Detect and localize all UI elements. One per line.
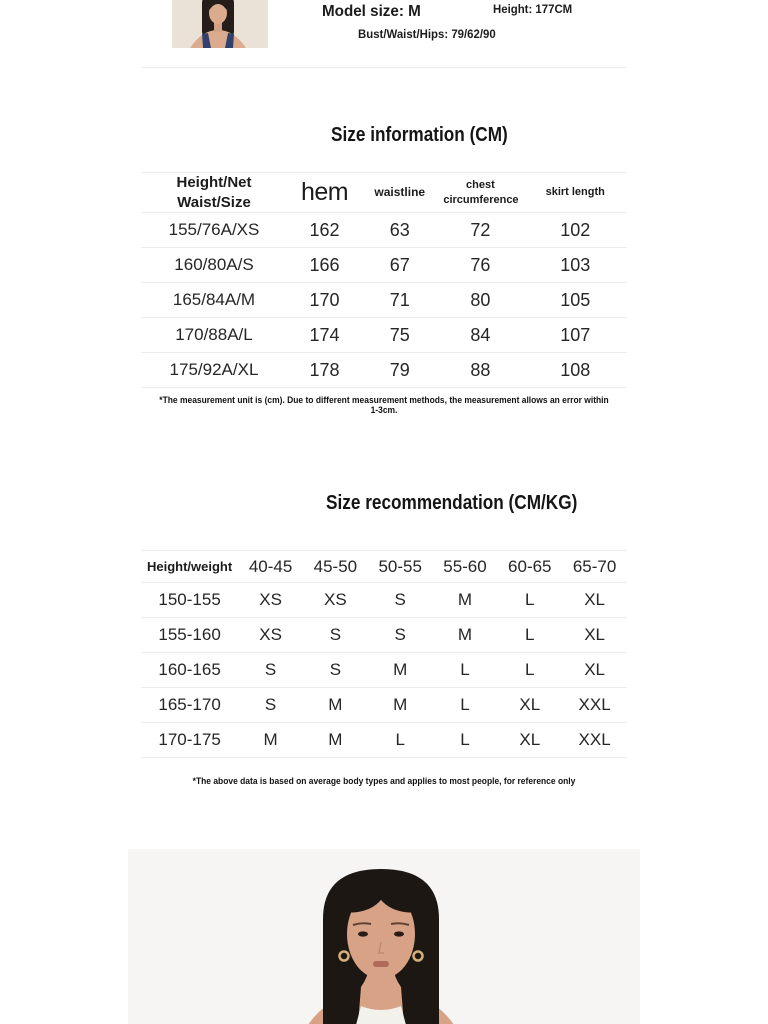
table-cell: 165/84A/M (172, 290, 256, 309)
table-cell: XL (584, 660, 605, 679)
model-thumbnail-image[interactable] (172, 0, 268, 48)
table-cell: XS (259, 590, 282, 609)
header-row (141, 173, 627, 213)
column-header: Height/Net Waist/Size (176, 174, 252, 211)
table-cell: 79 (389, 359, 410, 380)
section-divider (141, 67, 627, 68)
table-cell: S (329, 625, 342, 644)
table-row (141, 318, 627, 353)
column-header: 45-50 (313, 556, 358, 576)
table-cell: XS (259, 625, 282, 644)
table-cell: M (393, 695, 408, 714)
table-cell: 72 (470, 219, 491, 240)
table-cell: 71 (389, 289, 410, 310)
table-cell: 88 (470, 359, 491, 380)
model-photo-illustration (128, 849, 640, 1024)
table-cell: M (328, 695, 343, 714)
table-cell: XL (519, 695, 541, 714)
right-eye (394, 931, 404, 936)
size-information-title: Size information (CM) (331, 124, 508, 146)
table-cell: 155/76A/XS (168, 220, 260, 239)
table-cell: XXL (578, 695, 611, 714)
column-header: 50-55 (378, 556, 422, 576)
column-header: chest circumference (443, 179, 519, 206)
table-cell: 67 (389, 254, 410, 275)
table-cell: L (525, 660, 535, 679)
table-cell: 166 (309, 254, 340, 275)
table-cell: 107 (560, 324, 591, 345)
table-row (141, 213, 627, 248)
table-cell: 105 (560, 289, 591, 310)
column-header: hem (300, 178, 349, 207)
model-height-label: Height: 177CM (493, 2, 573, 16)
size-recommendation-footnote: *The above data is based on average body types and applies to most people, for reference only (192, 776, 576, 786)
lips (373, 961, 389, 967)
table-cell: 103 (560, 254, 591, 275)
table-cell: 170 (309, 289, 340, 310)
column-header: 65-70 (572, 556, 617, 576)
table-row (141, 653, 627, 688)
table-row (141, 248, 627, 283)
table-cell: XL (584, 590, 605, 609)
table-cell: 175/92A/XL (169, 360, 259, 379)
size-information-footnote: *The measurement unit is (cm). Due to different measurement methods, the measurement allows an error within 1-3cm. (159, 395, 609, 415)
table-cell: 162 (309, 219, 340, 240)
table-row (141, 618, 627, 653)
table-cell: 170-175 (158, 730, 221, 749)
table-cell: 108 (560, 359, 591, 380)
model-measurements-label: Bust/Waist/Hips: 79/62/90 (358, 27, 496, 41)
table-cell: S (329, 660, 342, 679)
table-cell: 150-155 (158, 590, 221, 609)
table-cell: S (264, 660, 277, 679)
table-cell: 174 (309, 324, 340, 345)
column-header: waistline (374, 184, 426, 199)
column-header: 60-65 (508, 556, 552, 576)
table-cell: XL (519, 730, 541, 749)
left-eye (358, 931, 368, 936)
table-cell: 102 (560, 219, 591, 240)
table-cell: 63 (389, 219, 410, 240)
size-recommendation-title: Size recommendation (CM/KG) (326, 492, 578, 514)
table-cell: 75 (389, 324, 410, 345)
table-row (141, 688, 627, 723)
table-cell: 76 (470, 254, 491, 275)
table-cell: L (460, 730, 470, 749)
table-cell: 160-165 (158, 660, 221, 679)
table-cell: 170/88A/L (175, 325, 253, 344)
table-row (141, 723, 627, 758)
table-cell: XS (324, 590, 347, 609)
table-cell: XL (584, 625, 605, 644)
table-cell: 155-160 (158, 625, 221, 644)
table-cell: L (525, 590, 535, 609)
model-thumbnail-illustration (172, 0, 268, 48)
table-cell: L (395, 730, 405, 749)
table-cell: M (328, 730, 343, 749)
table-cell: 80 (470, 289, 491, 310)
table-cell: M (457, 590, 473, 609)
table-cell: L (460, 660, 470, 679)
table-cell: 165-170 (158, 695, 221, 714)
table-row (141, 283, 627, 318)
table-cell: 160/80A/S (174, 255, 254, 274)
table-cell: 84 (470, 324, 491, 345)
header-row (141, 551, 627, 583)
table-cell: XXL (578, 730, 611, 749)
column-header: skirt length (545, 186, 605, 199)
table-cell: 178 (309, 359, 340, 380)
table-cell: S (264, 695, 277, 714)
column-header: 40-45 (248, 556, 293, 576)
column-header: Height/weight (146, 559, 233, 574)
table-cell: M (457, 625, 473, 644)
model-photo[interactable] (128, 849, 640, 1024)
table-cell: L (460, 695, 470, 714)
table-cell: M (393, 660, 408, 679)
table-row (141, 353, 627, 388)
table-cell: S (394, 625, 406, 644)
table-row (141, 583, 627, 618)
model-size-label: Model size: M (322, 3, 421, 20)
size-information-table (141, 172, 627, 388)
column-header: 55-60 (443, 556, 487, 576)
table-cell: S (394, 590, 406, 609)
size-recommendation-table (141, 550, 627, 758)
table-cell: M (263, 730, 278, 749)
table-cell: L (525, 625, 535, 644)
